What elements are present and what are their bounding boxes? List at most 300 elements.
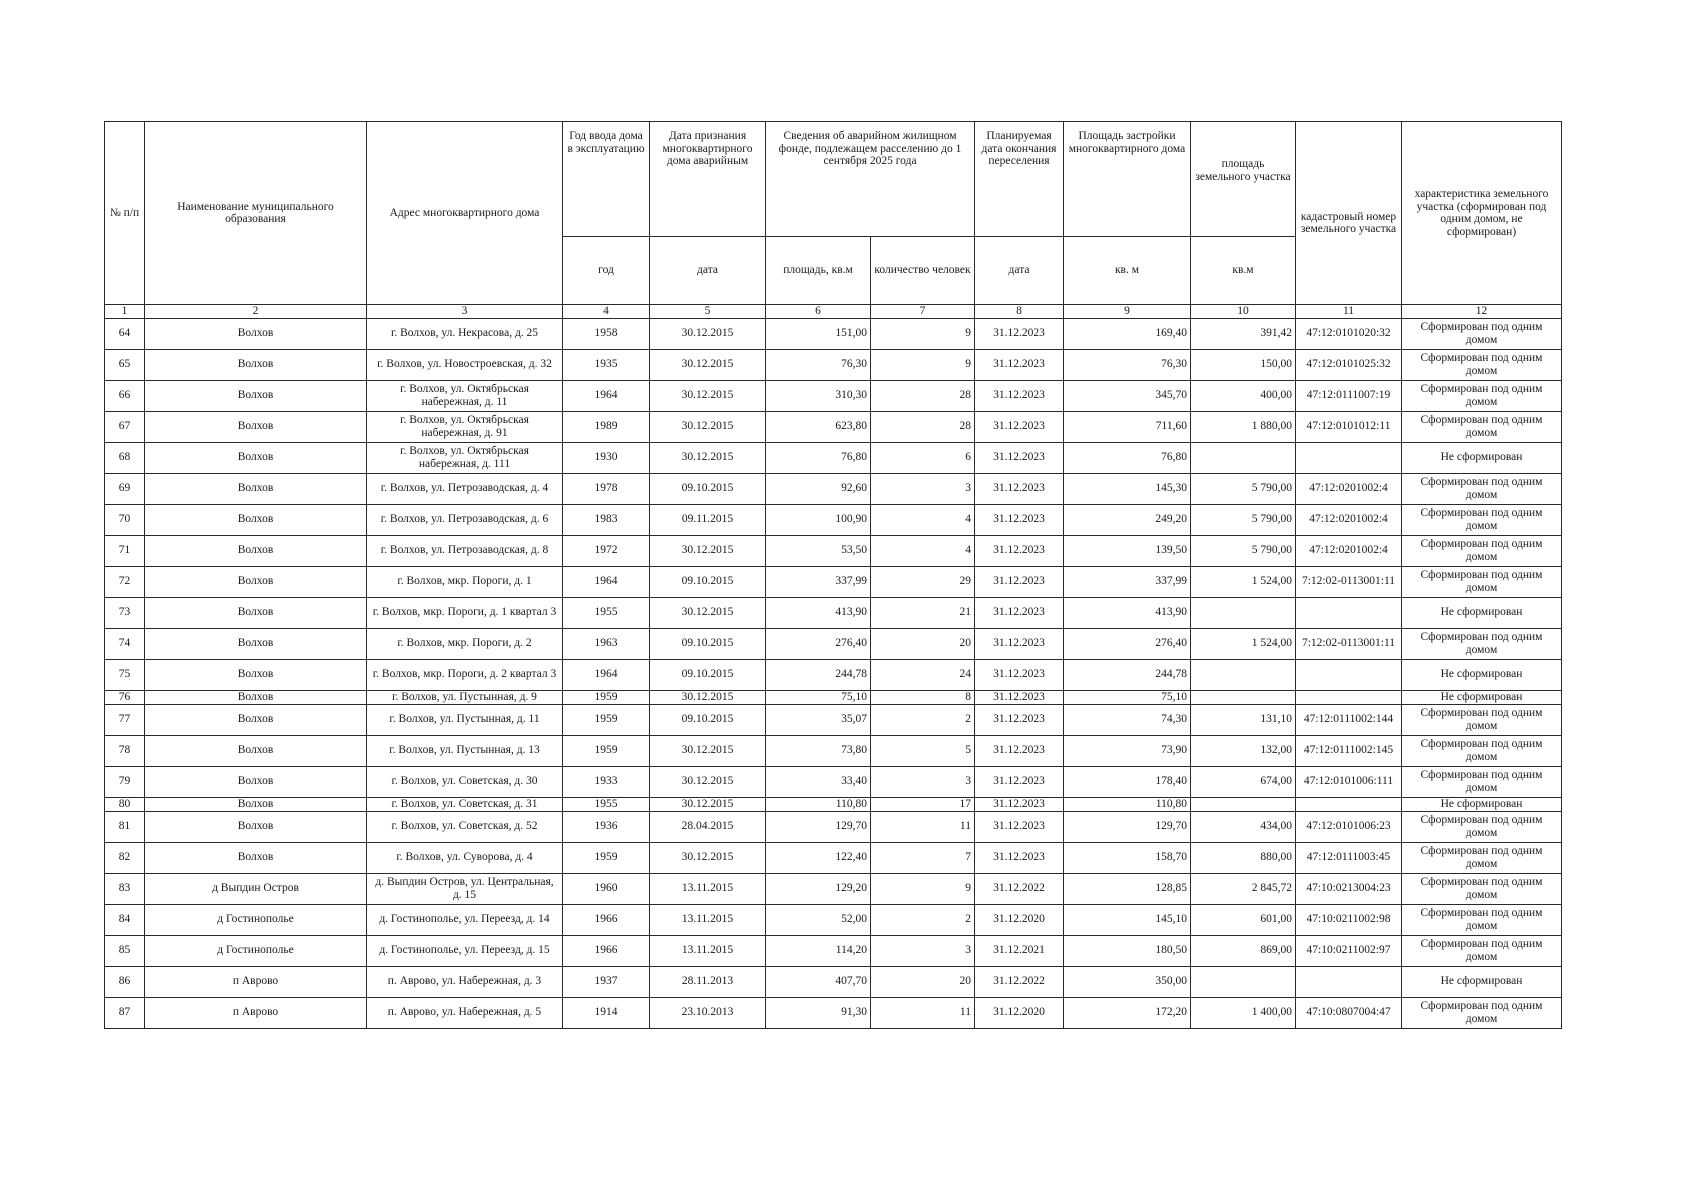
row-land-status: Не сформирован <box>1402 797 1562 811</box>
row-land-status: Сформирован под одним домом <box>1402 997 1562 1028</box>
row-year: 1978 <box>563 473 650 504</box>
row-year: 1933 <box>563 766 650 797</box>
row-num: 81 <box>105 811 145 842</box>
row-building-area: 172,20 <box>1064 997 1191 1028</box>
row-address: г. Волхов, ул. Петрозаводская, д. 8 <box>367 535 563 566</box>
row-year: 1955 <box>563 597 650 628</box>
subheader-area: площадь, кв.м <box>766 237 871 305</box>
row-recognition-date: 30.12.2015 <box>650 842 766 873</box>
table-row <box>105 690 1562 704</box>
row-year: 1964 <box>563 659 650 690</box>
column-number: 1 <box>105 305 145 319</box>
row-cadastral-number: 47:12:0111007:19 <box>1296 380 1402 411</box>
row-recognition-date: 09.11.2015 <box>650 504 766 535</box>
row-building-area: 74,30 <box>1064 704 1191 735</box>
row-building-area: 76,30 <box>1064 349 1191 380</box>
row-land-area <box>1191 442 1296 473</box>
row-address: д. Гостинополье, ул. Переезд, д. 15 <box>367 935 563 966</box>
table-row <box>105 811 1562 842</box>
header-cadastral: кадастровый номер земельного участка <box>1296 122 1402 305</box>
row-recognition-date: 13.11.2015 <box>650 935 766 966</box>
row-cadastral-number: 47:12:0111003:45 <box>1296 842 1402 873</box>
table-body <box>105 305 1562 1029</box>
row-address: г. Волхов, мкр. Пороги, д. 1 квартал 3 <box>367 597 563 628</box>
row-area: 92,60 <box>766 473 871 504</box>
row-area: 623,80 <box>766 411 871 442</box>
row-cadastral-number <box>1296 966 1402 997</box>
row-area: 114,20 <box>766 935 871 966</box>
row-cadastral-number <box>1296 659 1402 690</box>
table-row <box>105 842 1562 873</box>
row-municipality: Волхов <box>145 842 367 873</box>
row-area: 129,20 <box>766 873 871 904</box>
table-row <box>105 997 1562 1028</box>
row-num: 74 <box>105 628 145 659</box>
row-building-area: 145,30 <box>1064 473 1191 504</box>
header-planned-date: Планируемая дата окончания переселения <box>975 122 1064 237</box>
row-year: 1963 <box>563 628 650 659</box>
row-municipality: д Гостинополье <box>145 935 367 966</box>
row-address: г. Волхов, ул. Октябрьская набережная, д. 91 <box>367 411 563 442</box>
row-people: 2 <box>871 904 975 935</box>
row-area: 35,07 <box>766 704 871 735</box>
row-year: 1972 <box>563 535 650 566</box>
row-people: 11 <box>871 811 975 842</box>
row-address: г. Волхов, мкр. Пороги, д. 2 <box>367 628 563 659</box>
row-address: г. Волхов, ул. Суворова, д. 4 <box>367 842 563 873</box>
header-emergency-fund: Сведения об аварийном жилищном фонде, подлежащем расселению до 1 сентября 2025 года <box>766 122 975 237</box>
row-people: 6 <box>871 442 975 473</box>
table-row <box>105 535 1562 566</box>
row-planned-date: 31.12.2023 <box>975 535 1064 566</box>
row-municipality: Волхов <box>145 442 367 473</box>
row-people: 20 <box>871 628 975 659</box>
row-planned-date: 31.12.2022 <box>975 873 1064 904</box>
row-recognition-date: 09.10.2015 <box>650 566 766 597</box>
row-land-status: Сформирован под одним домом <box>1402 735 1562 766</box>
row-cadastral-number: 47:12:0201002:4 <box>1296 504 1402 535</box>
row-num: 64 <box>105 318 145 349</box>
column-number-row <box>105 305 1562 319</box>
row-year: 1914 <box>563 997 650 1028</box>
header-address: Адрес многоквартирного дома <box>367 122 563 305</box>
row-year: 1960 <box>563 873 650 904</box>
table-row <box>105 380 1562 411</box>
row-land-status: Сформирован под одним домом <box>1402 766 1562 797</box>
row-people: 21 <box>871 597 975 628</box>
row-land-area: 1 400,00 <box>1191 997 1296 1028</box>
row-cadastral-number <box>1296 442 1402 473</box>
row-area: 276,40 <box>766 628 871 659</box>
row-num: 76 <box>105 690 145 704</box>
table-row <box>105 411 1562 442</box>
column-number: 6 <box>766 305 871 319</box>
row-cadastral-number: 47:10:0211002:98 <box>1296 904 1402 935</box>
row-year: 1989 <box>563 411 650 442</box>
row-land-status: Не сформирован <box>1402 442 1562 473</box>
row-year: 1930 <box>563 442 650 473</box>
row-municipality: Волхов <box>145 535 367 566</box>
table-row <box>105 704 1562 735</box>
row-area: 33,40 <box>766 766 871 797</box>
row-area: 151,00 <box>766 318 871 349</box>
row-address: г. Волхов, ул. Некрасова, д. 25 <box>367 318 563 349</box>
row-cadastral-number: 47:12:0201002:4 <box>1296 473 1402 504</box>
row-area: 413,90 <box>766 597 871 628</box>
row-people: 9 <box>871 873 975 904</box>
row-cadastral-number: 47:12:0101025:32 <box>1296 349 1402 380</box>
table-row <box>105 766 1562 797</box>
row-planned-date: 31.12.2023 <box>975 473 1064 504</box>
row-planned-date: 31.12.2023 <box>975 811 1064 842</box>
row-municipality: Волхов <box>145 349 367 380</box>
row-land-area: 5 790,00 <box>1191 473 1296 504</box>
row-address: г. Волхов, ул. Октябрьская набережная, д. 111 <box>367 442 563 473</box>
row-land-status: Сформирован под одним домом <box>1402 504 1562 535</box>
column-number: 7 <box>871 305 975 319</box>
row-recognition-date: 30.12.2015 <box>650 597 766 628</box>
row-people: 11 <box>871 997 975 1028</box>
row-people: 3 <box>871 935 975 966</box>
row-cadastral-number: 7:12:02-0113001:11 <box>1296 628 1402 659</box>
row-building-area: 180,50 <box>1064 935 1191 966</box>
row-land-status: Сформирован под одним домом <box>1402 811 1562 842</box>
row-building-area: 413,90 <box>1064 597 1191 628</box>
row-municipality: Волхов <box>145 473 367 504</box>
row-num: 82 <box>105 842 145 873</box>
row-recognition-date: 28.11.2013 <box>650 966 766 997</box>
row-people: 4 <box>871 504 975 535</box>
row-year: 1966 <box>563 935 650 966</box>
row-num: 75 <box>105 659 145 690</box>
row-municipality: Волхов <box>145 735 367 766</box>
row-municipality: Волхов <box>145 811 367 842</box>
row-address: п. Аврово, ул. Набережная, д. 5 <box>367 997 563 1028</box>
row-num: 77 <box>105 704 145 735</box>
row-area: 73,80 <box>766 735 871 766</box>
row-planned-date: 31.12.2023 <box>975 628 1064 659</box>
table-row <box>105 935 1562 966</box>
row-planned-date: 31.12.2023 <box>975 797 1064 811</box>
row-planned-date: 31.12.2020 <box>975 904 1064 935</box>
column-number: 8 <box>975 305 1064 319</box>
table-row <box>105 904 1562 935</box>
row-municipality: Волхов <box>145 318 367 349</box>
row-building-area: 73,90 <box>1064 735 1191 766</box>
row-num: 66 <box>105 380 145 411</box>
row-building-area: 711,60 <box>1064 411 1191 442</box>
row-land-area: 2 845,72 <box>1191 873 1296 904</box>
table-row <box>105 349 1562 380</box>
row-land-area: 1 880,00 <box>1191 411 1296 442</box>
housing-table <box>104 121 1562 1029</box>
row-people: 20 <box>871 966 975 997</box>
row-planned-date: 31.12.2023 <box>975 380 1064 411</box>
table-row <box>105 659 1562 690</box>
row-address: п. Аврово, ул. Набережная, д. 3 <box>367 966 563 997</box>
row-recognition-date: 23.10.2013 <box>650 997 766 1028</box>
column-number: 4 <box>563 305 650 319</box>
row-people: 9 <box>871 318 975 349</box>
row-num: 69 <box>105 473 145 504</box>
header-num: № п/п <box>105 122 145 305</box>
header-municipality: Наименование муниципального образования <box>145 122 367 305</box>
row-land-status: Сформирован под одним домом <box>1402 411 1562 442</box>
row-building-area: 244,78 <box>1064 659 1191 690</box>
row-area: 76,30 <box>766 349 871 380</box>
row-land-status: Сформирован под одним домом <box>1402 473 1562 504</box>
table-row <box>105 797 1562 811</box>
row-area: 53,50 <box>766 535 871 566</box>
row-cadastral-number: 47:10:0213004:23 <box>1296 873 1402 904</box>
row-year: 1959 <box>563 735 650 766</box>
row-people: 9 <box>871 349 975 380</box>
row-num: 86 <box>105 966 145 997</box>
row-cadastral-number: 7:12:02-0113001:11 <box>1296 566 1402 597</box>
row-land-area: 1 524,00 <box>1191 628 1296 659</box>
row-num: 84 <box>105 904 145 935</box>
row-land-area: 391,42 <box>1191 318 1296 349</box>
row-recognition-date: 13.11.2015 <box>650 904 766 935</box>
row-planned-date: 31.12.2023 <box>975 349 1064 380</box>
table-row <box>105 735 1562 766</box>
row-municipality: Волхов <box>145 659 367 690</box>
row-planned-date: 31.12.2023 <box>975 411 1064 442</box>
row-area: 407,70 <box>766 966 871 997</box>
row-land-area <box>1191 690 1296 704</box>
row-recognition-date: 09.10.2015 <box>650 704 766 735</box>
row-area: 129,70 <box>766 811 871 842</box>
row-year: 1935 <box>563 349 650 380</box>
row-num: 79 <box>105 766 145 797</box>
table-row <box>105 597 1562 628</box>
row-area: 91,30 <box>766 997 871 1028</box>
row-cadastral-number <box>1296 797 1402 811</box>
row-area: 76,80 <box>766 442 871 473</box>
row-people: 29 <box>871 566 975 597</box>
row-recognition-date: 13.11.2015 <box>650 873 766 904</box>
row-area: 52,00 <box>766 904 871 935</box>
row-cadastral-number: 47:12:0101012:11 <box>1296 411 1402 442</box>
row-municipality: Волхов <box>145 628 367 659</box>
row-cadastral-number: 47:12:0101006:111 <box>1296 766 1402 797</box>
row-year: 1959 <box>563 690 650 704</box>
row-land-status: Сформирован под одним домом <box>1402 873 1562 904</box>
row-planned-date: 31.12.2023 <box>975 442 1064 473</box>
row-people: 5 <box>871 735 975 766</box>
row-land-area: 150,00 <box>1191 349 1296 380</box>
row-year: 1983 <box>563 504 650 535</box>
row-municipality: п Аврово <box>145 997 367 1028</box>
row-municipality: Волхов <box>145 504 367 535</box>
row-num: 87 <box>105 997 145 1028</box>
row-address: г. Волхов, ул. Советская, д. 30 <box>367 766 563 797</box>
subheader-date2: дата <box>975 237 1064 305</box>
row-people: 4 <box>871 535 975 566</box>
row-land-status: Не сформирован <box>1402 690 1562 704</box>
row-municipality: Волхов <box>145 380 367 411</box>
row-address: г. Волхов, ул. Пустынная, д. 11 <box>367 704 563 735</box>
row-land-area <box>1191 966 1296 997</box>
column-number: 2 <box>145 305 367 319</box>
row-land-area: 601,00 <box>1191 904 1296 935</box>
subheader-sqm: кв. м <box>1064 237 1191 305</box>
row-land-status: Сформирован под одним домом <box>1402 628 1562 659</box>
row-land-status: Сформирован под одним домом <box>1402 318 1562 349</box>
table-row <box>105 318 1562 349</box>
row-people: 3 <box>871 766 975 797</box>
table-header <box>105 122 1562 305</box>
row-building-area: 249,20 <box>1064 504 1191 535</box>
row-year: 1964 <box>563 380 650 411</box>
row-land-status: Сформирован под одним домом <box>1402 566 1562 597</box>
row-planned-date: 31.12.2023 <box>975 597 1064 628</box>
row-planned-date: 31.12.2023 <box>975 735 1064 766</box>
row-recognition-date: 30.12.2015 <box>650 411 766 442</box>
row-area: 100,90 <box>766 504 871 535</box>
row-num: 72 <box>105 566 145 597</box>
row-land-status: Сформирован под одним домом <box>1402 904 1562 935</box>
row-recognition-date: 30.12.2015 <box>650 690 766 704</box>
row-recognition-date: 30.12.2015 <box>650 766 766 797</box>
row-people: 2 <box>871 704 975 735</box>
row-year: 1959 <box>563 704 650 735</box>
header-building-area: Площадь застройки многоквартирного дома <box>1064 122 1191 237</box>
row-cadastral-number: 47:10:0807004:47 <box>1296 997 1402 1028</box>
row-recognition-date: 30.12.2015 <box>650 380 766 411</box>
row-people: 28 <box>871 411 975 442</box>
row-num: 65 <box>105 349 145 380</box>
row-num: 67 <box>105 411 145 442</box>
row-land-area: 5 790,00 <box>1191 535 1296 566</box>
row-address: г. Волхов, ул. Советская, д. 31 <box>367 797 563 811</box>
row-planned-date: 31.12.2023 <box>975 318 1064 349</box>
row-address: г. Волхов, мкр. Пороги, д. 1 <box>367 566 563 597</box>
row-planned-date: 31.12.2023 <box>975 504 1064 535</box>
row-land-area <box>1191 797 1296 811</box>
row-land-area: 5 790,00 <box>1191 504 1296 535</box>
row-recognition-date: 28.04.2015 <box>650 811 766 842</box>
column-number: 12 <box>1402 305 1562 319</box>
row-address: г. Волхов, ул. Советская, д. 52 <box>367 811 563 842</box>
row-land-area: 131,10 <box>1191 704 1296 735</box>
row-area: 310,30 <box>766 380 871 411</box>
column-number: 9 <box>1064 305 1191 319</box>
row-recognition-date: 30.12.2015 <box>650 535 766 566</box>
row-people: 3 <box>871 473 975 504</box>
row-planned-date: 31.12.2021 <box>975 935 1064 966</box>
header-land-area: площадь земельного участка <box>1191 122 1296 237</box>
row-building-area: 76,80 <box>1064 442 1191 473</box>
row-land-area: 434,00 <box>1191 811 1296 842</box>
row-cadastral-number: 47:12:0111002:144 <box>1296 704 1402 735</box>
row-recognition-date: 30.12.2015 <box>650 349 766 380</box>
row-people: 7 <box>871 842 975 873</box>
row-land-area: 869,00 <box>1191 935 1296 966</box>
row-year: 1964 <box>563 566 650 597</box>
row-year: 1959 <box>563 842 650 873</box>
row-building-area: 158,70 <box>1064 842 1191 873</box>
row-cadastral-number: 47:10:0211002:97 <box>1296 935 1402 966</box>
table-row <box>105 473 1562 504</box>
table-row <box>105 873 1562 904</box>
row-year: 1936 <box>563 811 650 842</box>
row-municipality: Волхов <box>145 704 367 735</box>
row-num: 85 <box>105 935 145 966</box>
row-cadastral-number: 47:12:0201002:4 <box>1296 535 1402 566</box>
row-building-area: 337,99 <box>1064 566 1191 597</box>
table-row <box>105 966 1562 997</box>
row-people: 17 <box>871 797 975 811</box>
row-land-status: Сформирован под одним домом <box>1402 380 1562 411</box>
row-year: 1937 <box>563 966 650 997</box>
row-area: 110,80 <box>766 797 871 811</box>
row-year: 1955 <box>563 797 650 811</box>
row-municipality: д Гостинополье <box>145 904 367 935</box>
row-planned-date: 31.12.2023 <box>975 659 1064 690</box>
row-num: 80 <box>105 797 145 811</box>
row-recognition-date: 30.12.2015 <box>650 442 766 473</box>
row-land-area <box>1191 659 1296 690</box>
row-address: г. Волхов, мкр. Пороги, д. 2 квартал 3 <box>367 659 563 690</box>
row-building-area: 178,40 <box>1064 766 1191 797</box>
row-year: 1958 <box>563 318 650 349</box>
row-num: 83 <box>105 873 145 904</box>
row-land-area: 132,00 <box>1191 735 1296 766</box>
subheader-date: дата <box>650 237 766 305</box>
row-municipality: Волхов <box>145 597 367 628</box>
row-building-area: 345,70 <box>1064 380 1191 411</box>
row-area: 75,10 <box>766 690 871 704</box>
subheader-people: количество человек <box>871 237 975 305</box>
row-people: 28 <box>871 380 975 411</box>
column-number: 5 <box>650 305 766 319</box>
row-land-area <box>1191 597 1296 628</box>
row-address: г. Волхов, ул. Пустынная, д. 13 <box>367 735 563 766</box>
row-cadastral-number: 47:12:0101020:32 <box>1296 318 1402 349</box>
row-land-area: 880,00 <box>1191 842 1296 873</box>
row-municipality: Волхов <box>145 566 367 597</box>
row-address: г. Волхов, ул. Октябрьская набережная, д. 11 <box>367 380 563 411</box>
row-cadastral-number: 47:12:0101006:23 <box>1296 811 1402 842</box>
table-row <box>105 628 1562 659</box>
row-planned-date: 31.12.2020 <box>975 997 1064 1028</box>
table-row <box>105 566 1562 597</box>
header-land-characteristic: характеристика земельного участка (сформирован под одним домом, не сформирован) <box>1402 122 1562 305</box>
row-recognition-date: 30.12.2015 <box>650 735 766 766</box>
row-address: г. Волхов, ул. Петрозаводская, д. 6 <box>367 504 563 535</box>
row-num: 70 <box>105 504 145 535</box>
row-building-area: 128,85 <box>1064 873 1191 904</box>
row-land-status: Сформирован под одним домом <box>1402 535 1562 566</box>
row-area: 122,40 <box>766 842 871 873</box>
column-number: 3 <box>367 305 563 319</box>
row-building-area: 129,70 <box>1064 811 1191 842</box>
row-municipality: д Выпдин Остров <box>145 873 367 904</box>
row-recognition-date: 09.10.2015 <box>650 659 766 690</box>
row-num: 68 <box>105 442 145 473</box>
row-municipality: Волхов <box>145 797 367 811</box>
row-building-area: 169,40 <box>1064 318 1191 349</box>
row-people: 8 <box>871 690 975 704</box>
row-address: д. Гостинополье, ул. Переезд, д. 14 <box>367 904 563 935</box>
row-municipality: п Аврово <box>145 966 367 997</box>
row-land-status: Сформирован под одним домом <box>1402 842 1562 873</box>
row-land-area: 1 524,00 <box>1191 566 1296 597</box>
row-land-status: Сформирован под одним домом <box>1402 704 1562 735</box>
subheader-sqm2: кв.м <box>1191 237 1296 305</box>
row-planned-date: 31.12.2023 <box>975 766 1064 797</box>
